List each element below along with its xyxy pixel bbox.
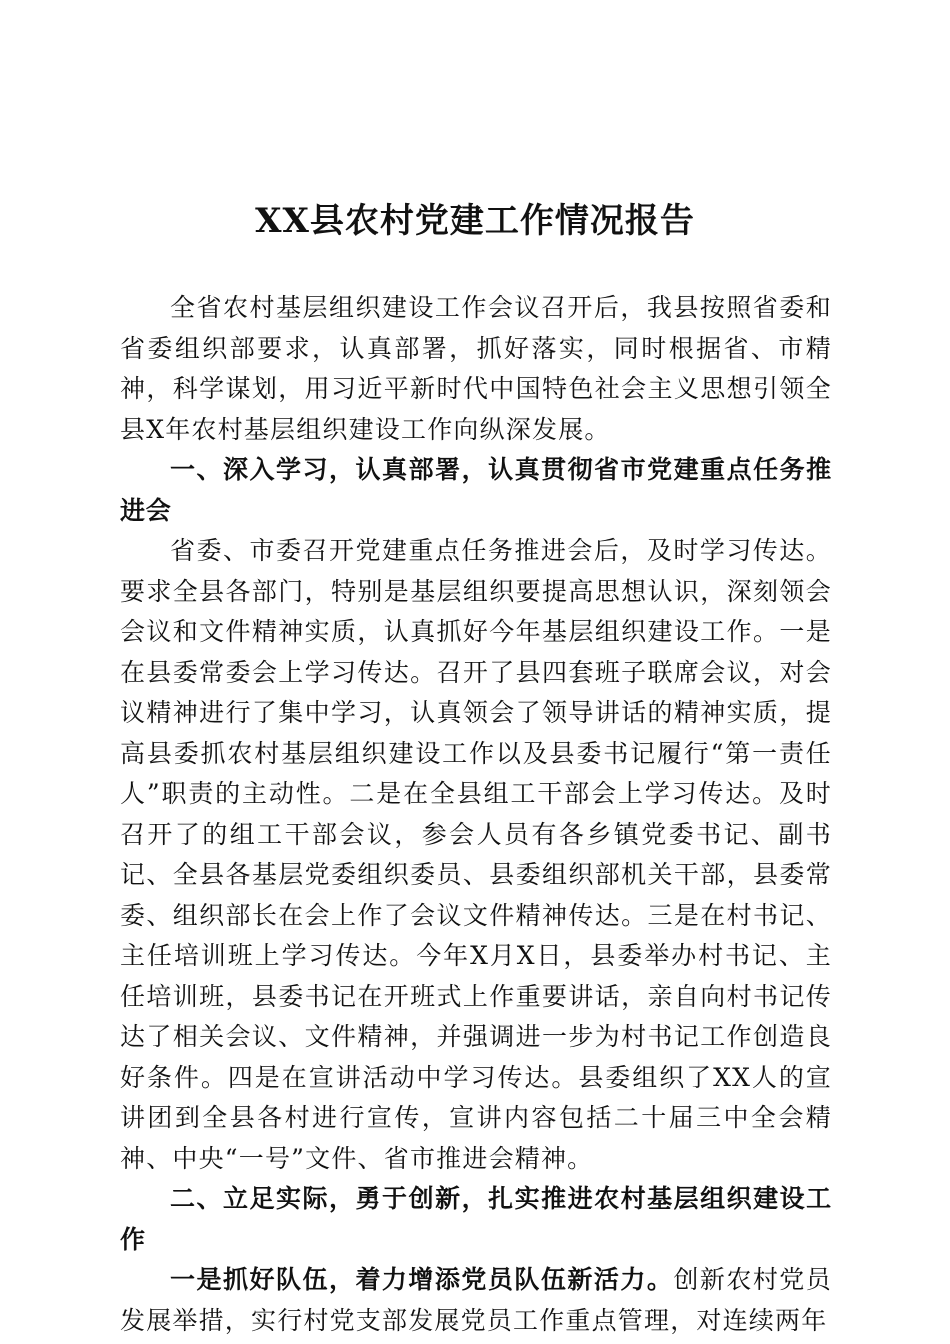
section-2-body-text: 创新农村党员发展举措，实行村党支部发展党员工作重点管理，对连续两年 [120, 1265, 832, 1335]
document-body [120, 288, 832, 1341]
section-2-lead: 一是抓好队伍，着力增添党员队伍新活力。 [170, 1265, 674, 1294]
section-2-paragraph [120, 1260, 832, 1341]
document-title: XX县农村党建工作情况报告 [255, 201, 695, 241]
intro-paragraph: 全省农村基层组织建设工作会议召开后，我县按照省委和省委组织部要求，认真部署，抓好落实，同时根据省、市精神，科学谋划，用习近平新时代中国特色社会主义思想引领全县X年农村基层组织建设工作向纵深发展。 [120, 293, 832, 444]
section-heading-2: 二、立足实际，勇于创新，扎实推进农村基层组织建设工作 [120, 1184, 832, 1254]
section-heading-1: 一、深入学习，认真部署，认真贯彻省市党建重点任务推进会 [120, 455, 832, 525]
section-1-paragraph: 省委、市委召开党建重点任务推进会后，及时学习传达。要求全县各部门，特别是基层组织要提高思想认识，深刻领会会议和文件精神实质，认真抓好今年基层组织建设工作。一是在县委常委会上学习传达。召开了县四套班子联席会议，对会议精神进行了集中学习，认真领会了领导讲话的精神实质，提高县委抓农村基层组织建设工作以及县委书记履行“第一责任人”职责的主动性。二是在全县组工干部会上学习传达。及时召开了的组工干部会议，参会人员有各乡镇党委书记、副书记、全县各基层党委组织委员、县委组织部机关干部，县委常委、组织部长在会上作了会议文件精神传达。三是在村书记、主任培训班上学习传达。今年X月X日，县委举办村书记、主任培训班，县委书记在开班式上作重要讲话，亲自向村书记传达了相关会议、文件精神，并强调进一步为村书记工作创造良好条件。四是在宣讲活动中学习传达。县委组织了XX人的宣讲团到全县各村进行宣传，宣讲内容包括二十届三中全会精神、中央“一号”文件、省市推进会精神。 [120, 536, 832, 1173]
